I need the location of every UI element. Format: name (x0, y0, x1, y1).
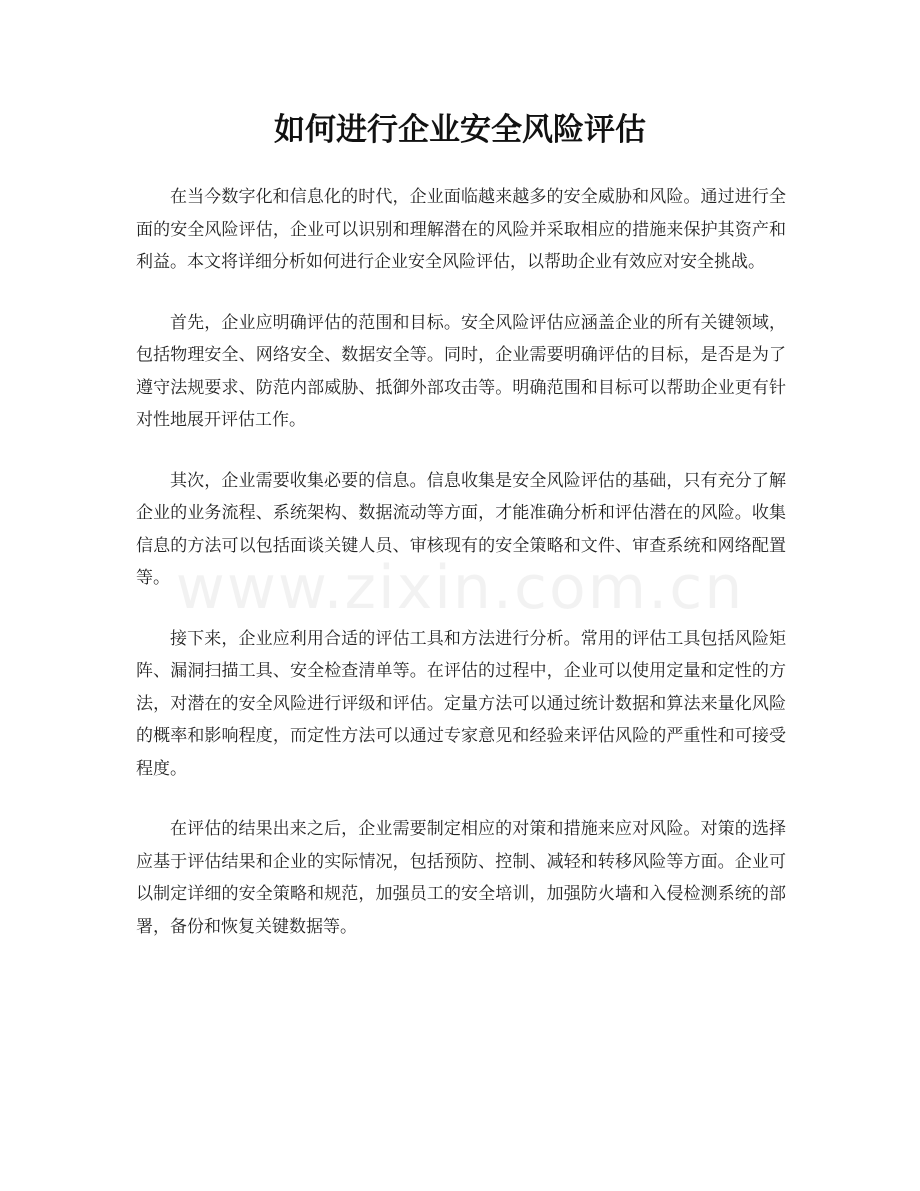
paragraph-2: 首先，企业应明确评估的范围和目标。安全风险评估应涵盖企业的所有关键领域，包括物理安全、网络安全、数据安全等。同时，企业需要明确评估的目标，是否是为了遵守法规要求、防范内部威胁、抵御外部攻击等。明确范围和目标可以帮助企业更有针对性地展开评估工作。 (136, 312, 786, 430)
document-title: 如何进行企业安全风险评估 (274, 112, 646, 148)
paragraph-5: 在评估的结果出来之后，企业需要制定相应的对策和措施来应对风险。对策的选择应基于评估结果和企业的实际情况，包括预防、控制、减轻和转移风险等方面。企业可以制定详细的安全策略和规范，加强员工的安全培训，加强防火墙和入侵检测系统的部署，备份和恢复关键数据等。 (136, 819, 786, 937)
document-body (136, 181, 786, 971)
paragraph-1: 在当今数字化和信息化的时代，企业面临越来越多的安全威胁和风险。通过进行全面的安全风险评估，企业可以识别和理解潜在的风险并采取相应的措施来保护其资产和利益。本文将详细分析如何进行企业安全风险评估，以帮助企业有效应对安全挑战。 (136, 187, 786, 272)
watermark: www.zixin.com.cn (175, 553, 745, 623)
paragraph-3: 其次，企业需要收集必要的信息。信息收集是安全风险评估的基础，只有充分了解企业的业务流程、系统架构、数据流动等方面，才能准确分析和评估潜在的风险。收集信息的方法可以包括面谈关键人员、审核现有的安全策略和文件、审查系统和网络配置等。 (136, 470, 786, 588)
paragraph-4: 接下来，企业应利用合适的评估工具和方法进行分析。常用的评估工具包括风险矩阵、漏洞扫描工具、安全检查清单等。在评估的过程中，企业可以使用定量和定性的方法，对潜在的安全风险进行评级和评估。定量方法可以通过统计数据和算法来量化风险的概率和影响程度，而定性方法可以通过专家意见和经验来评估风险的严重性和可接受程度。 (136, 628, 786, 779)
